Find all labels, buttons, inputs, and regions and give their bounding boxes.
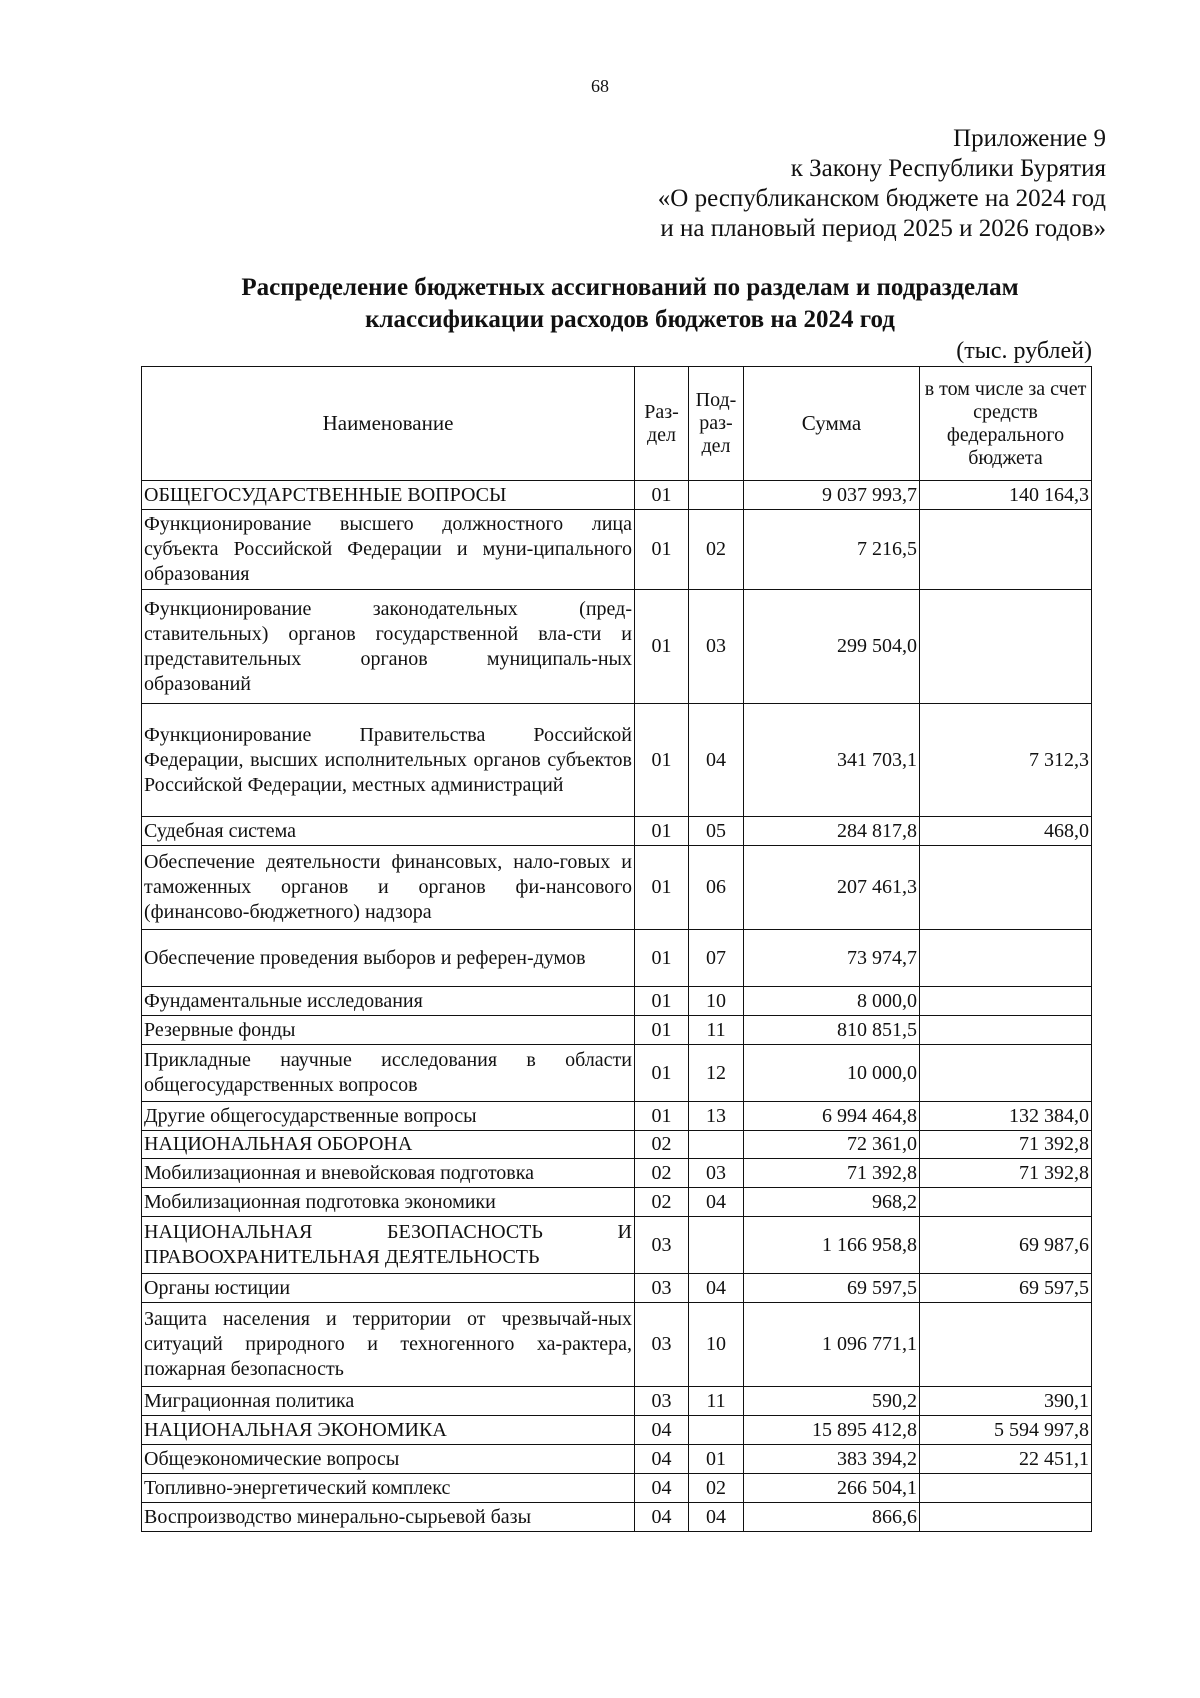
row-section: 01 [635, 481, 689, 510]
row-subsection: 11 [689, 1387, 744, 1416]
row-name: Миграционная политика [142, 1387, 635, 1416]
row-subsection: 07 [689, 930, 744, 987]
row-subsection [689, 1416, 744, 1445]
row-federal: 22 451,1 [920, 1445, 1092, 1474]
row-name: Резервные фонды [142, 1016, 635, 1045]
row-sum: 968,2 [744, 1188, 920, 1217]
row-federal [920, 590, 1092, 704]
table-row [142, 846, 1092, 930]
row-section: 04 [635, 1474, 689, 1503]
row-sum: 71 392,8 [744, 1159, 920, 1188]
row-federal: 71 392,8 [920, 1131, 1092, 1159]
row-section: 03 [635, 1217, 689, 1274]
row-name: Судебная система [142, 817, 635, 846]
row-sum: 15 895 412,8 [744, 1416, 920, 1445]
row-subsection: 10 [689, 1303, 744, 1387]
row-section: 04 [635, 1416, 689, 1445]
table-row [142, 1416, 1092, 1445]
row-sum: 341 703,1 [744, 704, 920, 817]
row-name: НАЦИОНАЛЬНАЯ БЕЗОПАСНОСТЬ И ПРАВООХРАНИТЕЛЬНАЯ ДЕЯТЕЛЬНОСТЬ [142, 1217, 635, 1274]
row-section: 01 [635, 930, 689, 987]
row-name: ОБЩЕГОСУДАРСТВЕННЫЕ ВОПРОСЫ [142, 481, 635, 510]
table-row [142, 1131, 1092, 1159]
row-section: 01 [635, 987, 689, 1016]
row-federal: 69 597,5 [920, 1274, 1092, 1303]
row-federal: 69 987,6 [920, 1217, 1092, 1274]
appendix-header [658, 124, 1106, 244]
row-subsection: 04 [689, 1188, 744, 1217]
row-subsection: 03 [689, 590, 744, 704]
row-subsection: 13 [689, 1102, 744, 1131]
row-subsection: 04 [689, 704, 744, 817]
table-row [142, 817, 1092, 846]
row-name: Функционирование высшего должностного лица субъекта Российской Федерации и муни-ципального образования [142, 510, 635, 590]
row-federal [920, 846, 1092, 930]
row-subsection [689, 1217, 744, 1274]
row-federal [920, 1045, 1092, 1102]
row-sum: 10 000,0 [744, 1045, 920, 1102]
row-name: НАЦИОНАЛЬНАЯ ОБОРОНА [142, 1131, 635, 1159]
table-row [142, 1016, 1092, 1045]
document-title [150, 272, 1110, 336]
row-sum: 266 504,1 [744, 1474, 920, 1503]
header-name: Наименование [142, 367, 635, 481]
row-sum: 1 166 958,8 [744, 1217, 920, 1274]
budget-table-body [142, 481, 1092, 1532]
page-number: 68 [591, 76, 609, 96]
row-section: 01 [635, 846, 689, 930]
row-name: Обеспечение деятельности финансовых, нало-говых и таможенных органов и органов фи-нансового (финансово-бюджетного) надзора [142, 846, 635, 930]
row-section: 01 [635, 704, 689, 817]
row-name: Функционирование Правительства Российской Федерации, высших исполнительных органов субъектов Российской Федерации, местных администраций [142, 704, 635, 817]
row-section: 01 [635, 590, 689, 704]
row-name: Воспроизводство минерально-сырьевой базы [142, 1503, 635, 1532]
row-sum: 299 504,0 [744, 590, 920, 704]
row-subsection: 10 [689, 987, 744, 1016]
table-row [142, 1445, 1092, 1474]
row-federal [920, 1503, 1092, 1532]
row-sum: 7 216,5 [744, 510, 920, 590]
row-federal: 468,0 [920, 817, 1092, 846]
row-name: Общеэкономические вопросы [142, 1445, 635, 1474]
row-sum: 590,2 [744, 1387, 920, 1416]
appendix-line-4: и на плановый период 2025 и 2026 годов» [660, 215, 1106, 242]
table-row [142, 1503, 1092, 1532]
row-section: 01 [635, 1016, 689, 1045]
row-sum: 72 361,0 [744, 1131, 920, 1159]
table-row [142, 1102, 1092, 1131]
row-section: 02 [635, 1159, 689, 1188]
row-federal [920, 1474, 1092, 1503]
row-section: 02 [635, 1131, 689, 1159]
row-name: Защита населения и территории от чрезвычай-ных ситуаций природного и техногенного ха-рактера, пожарная безопасность [142, 1303, 635, 1387]
table-row [142, 987, 1092, 1016]
row-federal: 71 392,8 [920, 1159, 1092, 1188]
row-subsection: 03 [689, 1159, 744, 1188]
row-section: 04 [635, 1503, 689, 1532]
row-sum: 8 000,0 [744, 987, 920, 1016]
table-row [142, 1387, 1092, 1416]
row-federal: 7 312,3 [920, 704, 1092, 817]
header-subsection: Под-раз-дел [689, 367, 744, 481]
row-name: Фундаментальные исследования [142, 987, 635, 1016]
row-federal [920, 510, 1092, 590]
row-name: Прикладные научные исследования в области общегосударственных вопросов [142, 1045, 635, 1102]
row-federal: 140 164,3 [920, 481, 1092, 510]
row-section: 01 [635, 1045, 689, 1102]
appendix-line-1: Приложение 9 [953, 125, 1106, 152]
row-federal [920, 1303, 1092, 1387]
row-name: Мобилизационная подготовка экономики [142, 1188, 635, 1217]
row-name: Функционирование законодательных (пред-ставительных) органов государственной вла-сти и представительных органов муниципаль-ных образований [142, 590, 635, 704]
row-sum: 383 394,2 [744, 1445, 920, 1474]
table-row [142, 590, 1092, 704]
appendix-line-2: к Закону Республики Бурятия [790, 155, 1106, 182]
row-sum: 69 597,5 [744, 1274, 920, 1303]
row-section: 03 [635, 1303, 689, 1387]
budget-table [141, 366, 1092, 1532]
header-federal: в том числе за счет средств федерального бюджета [920, 367, 1092, 481]
row-sum: 9 037 993,7 [744, 481, 920, 510]
header-sum: Сумма [744, 367, 920, 481]
table-row [142, 1045, 1092, 1102]
row-federal [920, 930, 1092, 987]
row-subsection: 04 [689, 1503, 744, 1532]
appendix-line-3: «О республиканском бюджете на 2024 год [657, 185, 1106, 212]
row-section: 02 [635, 1188, 689, 1217]
row-sum: 1 096 771,1 [744, 1303, 920, 1387]
table-row [142, 1217, 1092, 1274]
row-subsection: 02 [689, 510, 744, 590]
table-row [142, 1303, 1092, 1387]
row-name: Топливно-энергетический комплекс [142, 1474, 635, 1503]
table-row [142, 1188, 1092, 1217]
row-subsection: 04 [689, 1274, 744, 1303]
units-label: (тыс. рублей) [956, 338, 1092, 364]
row-subsection: 06 [689, 846, 744, 930]
row-section: 03 [635, 1274, 689, 1303]
row-sum: 6 994 464,8 [744, 1102, 920, 1131]
row-subsection [689, 1131, 744, 1159]
row-federal: 390,1 [920, 1387, 1092, 1416]
table-row [142, 510, 1092, 590]
row-federal [920, 1188, 1092, 1217]
title-line-2: классификации расходов бюджетов на 2024 год [365, 306, 895, 333]
row-federal [920, 987, 1092, 1016]
table-row [142, 1159, 1092, 1188]
row-sum: 284 817,8 [744, 817, 920, 846]
table-row [142, 1274, 1092, 1303]
row-section: 01 [635, 510, 689, 590]
row-subsection: 02 [689, 1474, 744, 1503]
row-sum: 810 851,5 [744, 1016, 920, 1045]
row-sum: 73 974,7 [744, 930, 920, 987]
row-name: Мобилизационная и вневойсковая подготовка [142, 1159, 635, 1188]
row-section: 03 [635, 1387, 689, 1416]
table-row [142, 704, 1092, 817]
row-name: Другие общегосударственные вопросы [142, 1102, 635, 1131]
table-row [142, 481, 1092, 510]
row-subsection: 05 [689, 817, 744, 846]
row-sum: 207 461,3 [744, 846, 920, 930]
row-name: НАЦИОНАЛЬНАЯ ЭКОНОМИКА [142, 1416, 635, 1445]
row-section: 01 [635, 817, 689, 846]
header-section: Раз-дел [635, 367, 689, 481]
row-name: Органы юстиции [142, 1274, 635, 1303]
table-row [142, 930, 1092, 987]
row-sum: 866,6 [744, 1503, 920, 1532]
table-row [142, 1474, 1092, 1503]
row-section: 01 [635, 1102, 689, 1131]
title-line-1: Распределение бюджетных ассигнований по разделам и подразделам [241, 274, 1019, 301]
row-federal: 132 384,0 [920, 1102, 1092, 1131]
row-subsection: 11 [689, 1016, 744, 1045]
row-federal: 5 594 997,8 [920, 1416, 1092, 1445]
row-section: 04 [635, 1445, 689, 1474]
row-subsection: 01 [689, 1445, 744, 1474]
row-name: Обеспечение проведения выборов и референ-думов [142, 930, 635, 987]
row-federal [920, 1016, 1092, 1045]
row-subsection: 12 [689, 1045, 744, 1102]
row-subsection [689, 481, 744, 510]
